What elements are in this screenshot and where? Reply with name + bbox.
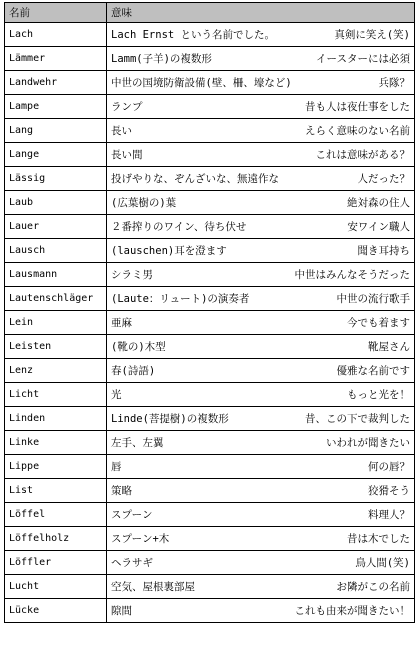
meaning-text: Linde(菩提樹)の複数形	[111, 413, 229, 425]
surname-cell: Linke	[5, 431, 107, 455]
meaning-text: 亜麻	[111, 317, 132, 329]
meaning-cell-content	[111, 123, 410, 138]
comment-text: 真剣に笑え(笑)	[334, 29, 410, 41]
comment-text: もっと光を！	[347, 389, 410, 401]
comment-text: 安ワイン職人	[347, 221, 410, 233]
meaning-cell	[107, 71, 415, 95]
meaning-cell	[107, 407, 415, 431]
table-header-row	[5, 3, 415, 23]
meaning-cell	[107, 119, 415, 143]
meaning-cell-content	[111, 99, 410, 114]
meaning-cell	[107, 503, 415, 527]
meaning-cell	[107, 263, 415, 287]
comment-text: 昔も人は夜仕事をした	[305, 101, 410, 113]
table-row	[5, 191, 415, 215]
surname-cell: Landwehr	[5, 71, 107, 95]
meaning-cell	[107, 383, 415, 407]
meaning-cell-content	[111, 411, 410, 426]
surname-cell: Löffel	[5, 503, 107, 527]
meaning-cell-content	[111, 339, 410, 354]
meaning-cell-content	[111, 267, 410, 282]
table-row	[5, 143, 415, 167]
meaning-cell	[107, 239, 415, 263]
meaning-text: 長い	[111, 125, 132, 137]
meaning-text: ヘラサギ	[111, 557, 153, 569]
table-row	[5, 407, 415, 431]
meaning-cell-content	[111, 219, 410, 234]
surname-cell: Löffler	[5, 551, 107, 575]
meaning-cell-content	[111, 171, 410, 186]
meaning-cell-content	[111, 363, 410, 378]
comment-text: 優雅な名前です	[336, 365, 410, 377]
meaning-cell	[107, 95, 415, 119]
meaning-text: ２番搾りのワイン、待ち伏せ	[111, 221, 247, 233]
surname-cell: Lang	[5, 119, 107, 143]
meaning-cell	[107, 23, 415, 47]
meaning-text: 唇	[111, 461, 122, 473]
meaning-text: Lach Ernst という名前でした。	[111, 29, 276, 41]
meaning-text: 中世の国境防衛設備(壁、柵、壕など)	[111, 77, 292, 89]
surname-cell: Lücke	[5, 599, 107, 623]
meaning-text: (靴の)木型	[111, 341, 166, 353]
meaning-cell	[107, 167, 415, 191]
surname-table	[4, 2, 415, 623]
meaning-cell-content	[111, 195, 410, 210]
meaning-text: 光	[111, 389, 122, 401]
comment-text: 料理人？	[368, 509, 410, 521]
meaning-cell-content	[111, 507, 410, 522]
meaning-cell-content	[111, 531, 410, 546]
meaning-cell	[107, 479, 415, 503]
comment-text: 今でも着ます	[347, 317, 410, 329]
meaning-cell	[107, 455, 415, 479]
comment-text: 昔は木でした	[347, 533, 410, 545]
surname-table-container	[4, 2, 414, 623]
table-row	[5, 215, 415, 239]
meaning-text: Lamm(子羊)の複数形	[111, 53, 212, 65]
meaning-cell	[107, 215, 415, 239]
table-row	[5, 311, 415, 335]
comment-text: イースターには必須	[316, 53, 410, 65]
surname-cell: Lucht	[5, 575, 107, 599]
meaning-cell	[107, 287, 415, 311]
table-row	[5, 71, 415, 95]
surname-cell: Lampe	[5, 95, 107, 119]
meaning-cell-content	[111, 435, 410, 450]
meaning-cell	[107, 143, 415, 167]
meaning-text: シラミ男	[111, 269, 153, 281]
table-row	[5, 575, 415, 599]
meaning-cell	[107, 359, 415, 383]
meaning-text: (Laute：リュート)の演奏者	[111, 293, 250, 305]
meaning-cell	[107, 527, 415, 551]
comment-text: 中世はみんなそうだった	[294, 269, 410, 281]
comment-text: 兵隊？	[378, 77, 410, 89]
comment-text: 中世の流行歌手	[336, 293, 410, 305]
meaning-cell-content	[111, 555, 410, 570]
meaning-cell	[107, 47, 415, 71]
meaning-text: スプーン+木	[111, 533, 170, 545]
meaning-text: (広葉樹の)葉	[111, 197, 177, 209]
surname-cell: Lautenschläger	[5, 287, 107, 311]
table-row	[5, 95, 415, 119]
table-row	[5, 263, 415, 287]
meaning-text: 左手、左翼	[111, 437, 164, 449]
table-row	[5, 503, 415, 527]
meaning-cell-content	[111, 147, 410, 162]
surname-cell: Lange	[5, 143, 107, 167]
meaning-cell	[107, 431, 415, 455]
surname-cell: Lippe	[5, 455, 107, 479]
meaning-text: 長い間	[111, 149, 143, 161]
comment-text: えらく意味のない名前	[305, 125, 410, 137]
table-row	[5, 455, 415, 479]
table-row	[5, 551, 415, 575]
table-row	[5, 383, 415, 407]
meaning-cell-content	[111, 51, 410, 66]
meaning-text: (lauschen)耳を澄ます	[111, 245, 227, 257]
comment-text: 何の唇？	[368, 461, 410, 473]
table-row	[5, 23, 415, 47]
meaning-cell-content	[111, 483, 410, 498]
surname-cell: List	[5, 479, 107, 503]
meaning-cell	[107, 335, 415, 359]
meaning-text: 春(詩語)	[111, 365, 156, 377]
surname-cell: Löffelholz	[5, 527, 107, 551]
surname-cell: Linden	[5, 407, 107, 431]
surname-cell: Leisten	[5, 335, 107, 359]
comment-text: 昔、この下で裁判した	[305, 413, 410, 425]
surname-cell: Lausch	[5, 239, 107, 263]
header-meaning: 意味	[107, 3, 415, 23]
comment-text: 絶対森の住人	[347, 197, 410, 209]
comment-text: これも由来が聞きたい！	[294, 605, 410, 617]
table-row	[5, 335, 415, 359]
comment-text: これは意味がある？	[315, 149, 410, 161]
surname-cell: Lauer	[5, 215, 107, 239]
meaning-text: ランプ	[111, 101, 143, 113]
meaning-cell-content	[111, 387, 410, 402]
header-name: 名前	[5, 3, 107, 23]
table-row	[5, 47, 415, 71]
surname-cell: Lausmann	[5, 263, 107, 287]
meaning-cell	[107, 191, 415, 215]
meaning-cell	[107, 575, 415, 599]
meaning-cell	[107, 551, 415, 575]
meaning-cell-content	[111, 603, 410, 618]
table-row	[5, 167, 415, 191]
comment-text: 人だった？	[357, 173, 410, 185]
surname-cell: Licht	[5, 383, 107, 407]
surname-cell: Lässig	[5, 167, 107, 191]
meaning-cell-content	[111, 75, 410, 90]
meaning-text: 空気、屋根裏部屋	[111, 581, 195, 593]
meaning-cell	[107, 599, 415, 623]
table-row	[5, 599, 415, 623]
table-row	[5, 527, 415, 551]
meaning-cell	[107, 311, 415, 335]
table-row	[5, 119, 415, 143]
comment-text: お隣がこの名前	[336, 581, 410, 593]
surname-cell: Lach	[5, 23, 107, 47]
meaning-text: 投げやりな、ぞんざいな、無遠作な	[111, 173, 279, 185]
table-row	[5, 287, 415, 311]
table-row	[5, 359, 415, 383]
table-row	[5, 479, 415, 503]
comment-text: 聞き耳持ち	[357, 245, 410, 257]
meaning-text: 隙間	[111, 605, 132, 617]
table-body	[5, 23, 415, 623]
meaning-text: 策略	[111, 485, 132, 497]
meaning-text: スプーン	[111, 509, 153, 521]
surname-cell: Lenz	[5, 359, 107, 383]
surname-cell: Laub	[5, 191, 107, 215]
meaning-cell-content	[111, 579, 410, 594]
meaning-cell-content	[111, 459, 410, 474]
comment-text: 狡猾そう	[368, 485, 410, 497]
surname-cell: Lein	[5, 311, 107, 335]
comment-text: 鳥人間(笑)	[355, 557, 410, 569]
meaning-cell-content	[111, 315, 410, 330]
table-row	[5, 239, 415, 263]
meaning-cell-content	[111, 27, 410, 42]
table-row	[5, 431, 415, 455]
meaning-cell-content	[111, 243, 410, 258]
meaning-cell-content	[111, 291, 410, 306]
comment-text: いわれが聞きたい	[326, 437, 410, 449]
comment-text: 靴屋さん	[368, 341, 410, 353]
surname-cell: Lämmer	[5, 47, 107, 71]
